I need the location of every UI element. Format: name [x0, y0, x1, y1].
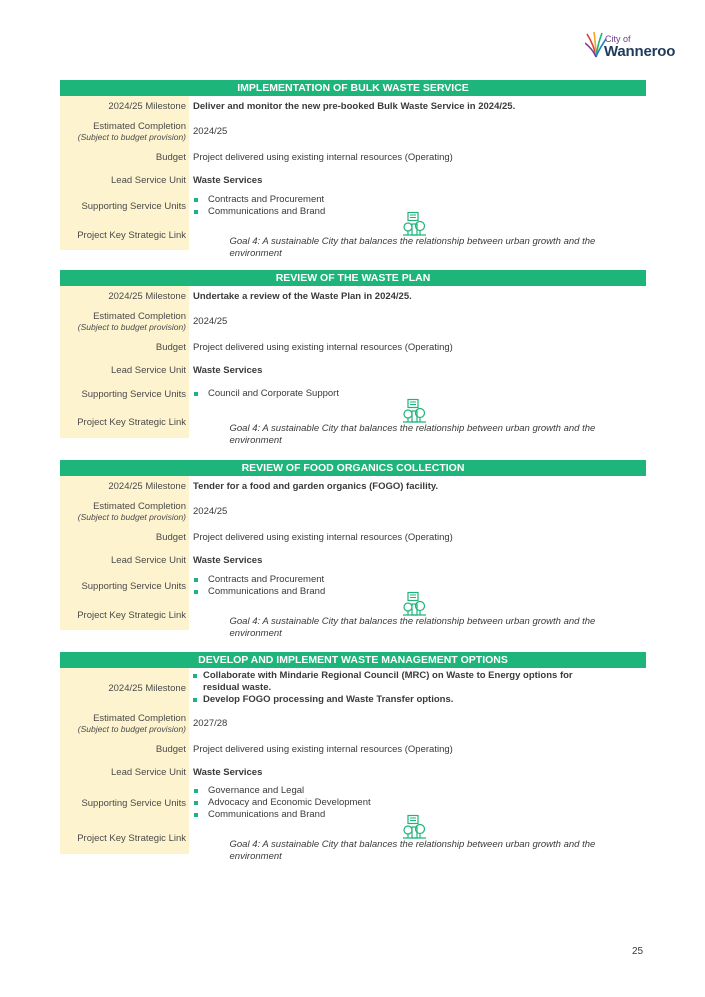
milestone-label: 2024/25 Milestone [60, 286, 189, 306]
list-item: Governance and Legal [193, 785, 646, 797]
goal-text: Goal 4: A sustainable City that balances the relationship between urban growth and the environment [229, 615, 596, 639]
completion-row [60, 116, 646, 146]
budget-value: Project delivered using existing internal resources (Operating) [193, 743, 453, 755]
completion-label-text: Estimated Completion [93, 310, 186, 322]
logo-wanneroo: Wanneroo [604, 43, 676, 60]
section-food-organics [60, 460, 646, 639]
completion-label-sub: (Subject to budget provision) [77, 131, 186, 142]
completion-label [60, 496, 189, 526]
lead-label: Lead Service Unit [60, 548, 189, 572]
completion-label-text: Estimated Completion [93, 120, 186, 132]
supporting-value [189, 784, 646, 822]
completion-label [60, 306, 189, 336]
milestone-row [60, 96, 646, 116]
lead-value: Waste Services [193, 364, 263, 376]
link-row [60, 406, 646, 446]
sustainable-city-icon [402, 398, 427, 423]
completion-value: 2024/25 [193, 505, 228, 517]
lead-row [60, 168, 646, 192]
completion-row [60, 306, 646, 336]
milestone-value: Tender for a food and garden organics (FOGO) facility. [193, 480, 439, 492]
lead-row [60, 358, 646, 382]
supporting-value [189, 192, 646, 220]
milestone-row [60, 286, 646, 306]
supporting-row [60, 382, 646, 406]
completion-label-sub: (Subject to budget provision) [77, 511, 186, 522]
city-of-wanneroo-logo [585, 30, 675, 64]
list-item: Contracts and Procurement [193, 194, 646, 206]
section-waste-plan [60, 270, 646, 446]
budget-row [60, 526, 646, 548]
supporting-label: Supporting Service Units [60, 784, 189, 822]
supporting-label: Supporting Service Units [60, 572, 189, 600]
link-label: Project Key Strategic Link [60, 600, 189, 630]
completion-value: 2027/28 [193, 717, 228, 729]
link-row [60, 600, 646, 639]
section-bulk-waste [60, 80, 646, 259]
section-title: IMPLEMENTATION OF BULK WASTE SERVICE [60, 80, 646, 96]
milestone-row [60, 668, 646, 708]
budget-label: Budget [60, 146, 189, 168]
completion-row [60, 708, 646, 738]
completion-label-sub: (Subject to budget provision) [77, 321, 186, 332]
logo-city-of: City of [605, 34, 631, 44]
link-label: Project Key Strategic Link [60, 406, 189, 438]
supporting-row [60, 192, 646, 220]
section-waste-management-options [60, 652, 646, 862]
milestone-label: 2024/25 Milestone [60, 96, 189, 116]
list-item: Advocacy and Economic Development [193, 797, 646, 809]
list-item: Communications and Brand [193, 809, 646, 821]
link-label: Project Key Strategic Link [60, 822, 189, 854]
goal-text: Goal 4: A sustainable City that balances the relationship between urban growth and the environment [229, 235, 596, 259]
lead-row [60, 760, 646, 784]
budget-value: Project delivered using existing internal resources (Operating) [193, 151, 453, 163]
section-title: REVIEW OF FOOD ORGANICS COLLECTION [60, 460, 646, 476]
link-row [60, 822, 646, 862]
link-value [189, 406, 646, 446]
list-item: Develop FOGO processing and Waste Transfer options. [193, 694, 605, 706]
completion-label-text: Estimated Completion [93, 712, 186, 724]
link-label: Project Key Strategic Link [60, 220, 189, 250]
completion-label [60, 116, 189, 146]
lead-value: Waste Services [193, 174, 263, 186]
list-item: Collaborate with Mindarie Regional Council (MRC) on Waste to Energy options for residual waste. [193, 670, 605, 694]
supporting-label: Supporting Service Units [60, 382, 189, 406]
lead-value: Waste Services [193, 554, 263, 566]
completion-label-sub: (Subject to budget provision) [77, 723, 186, 734]
page-number: 25 [632, 946, 644, 957]
lead-label: Lead Service Unit [60, 358, 189, 382]
supporting-row [60, 572, 646, 600]
completion-value: 2024/25 [193, 315, 228, 327]
section-title: REVIEW OF THE WASTE PLAN [60, 270, 646, 286]
completion-row [60, 496, 646, 526]
link-value [189, 600, 646, 639]
milestone-value: Deliver and monitor the new pre-booked Bulk Waste Service in 2024/25. [193, 100, 516, 112]
budget-row [60, 146, 646, 168]
milestone-row [60, 476, 646, 496]
supporting-value [189, 572, 646, 600]
completion-label [60, 708, 189, 738]
completion-label-text: Estimated Completion [93, 500, 186, 512]
budget-row [60, 738, 646, 760]
link-row [60, 220, 646, 259]
link-value [189, 220, 646, 259]
milestone-value [189, 668, 646, 708]
lead-row [60, 548, 646, 572]
list-item: Contracts and Procurement [193, 574, 646, 586]
budget-label: Budget [60, 336, 189, 358]
lead-label: Lead Service Unit [60, 168, 189, 192]
budget-label: Budget [60, 738, 189, 760]
supporting-row [60, 784, 646, 822]
budget-value: Project delivered using existing internal resources (Operating) [193, 341, 453, 353]
lead-label: Lead Service Unit [60, 760, 189, 784]
list-item: Council and Corporate Support [193, 388, 646, 400]
lead-value: Waste Services [193, 766, 263, 778]
completion-value: 2024/25 [193, 125, 228, 137]
list-item: Communications and Brand [193, 206, 646, 218]
milestone-label: 2024/25 Milestone [60, 476, 189, 496]
goal-text: Goal 4: A sustainable City that balances the relationship between urban growth and the environment [229, 422, 596, 446]
milestone-value: Undertake a review of the Waste Plan in 2024/25. [193, 290, 412, 302]
budget-value: Project delivered using existing internal resources (Operating) [193, 531, 453, 543]
section-title: DEVELOP AND IMPLEMENT WASTE MANAGEMENT OPTIONS [60, 652, 646, 668]
goal-text: Goal 4: A sustainable City that balances the relationship between urban growth and the environment [229, 838, 596, 862]
milestone-label: 2024/25 Milestone [60, 668, 189, 708]
list-item: Communications and Brand [193, 586, 646, 598]
budget-label: Budget [60, 526, 189, 548]
link-value [189, 822, 646, 862]
supporting-label: Supporting Service Units [60, 192, 189, 220]
budget-row [60, 336, 646, 358]
